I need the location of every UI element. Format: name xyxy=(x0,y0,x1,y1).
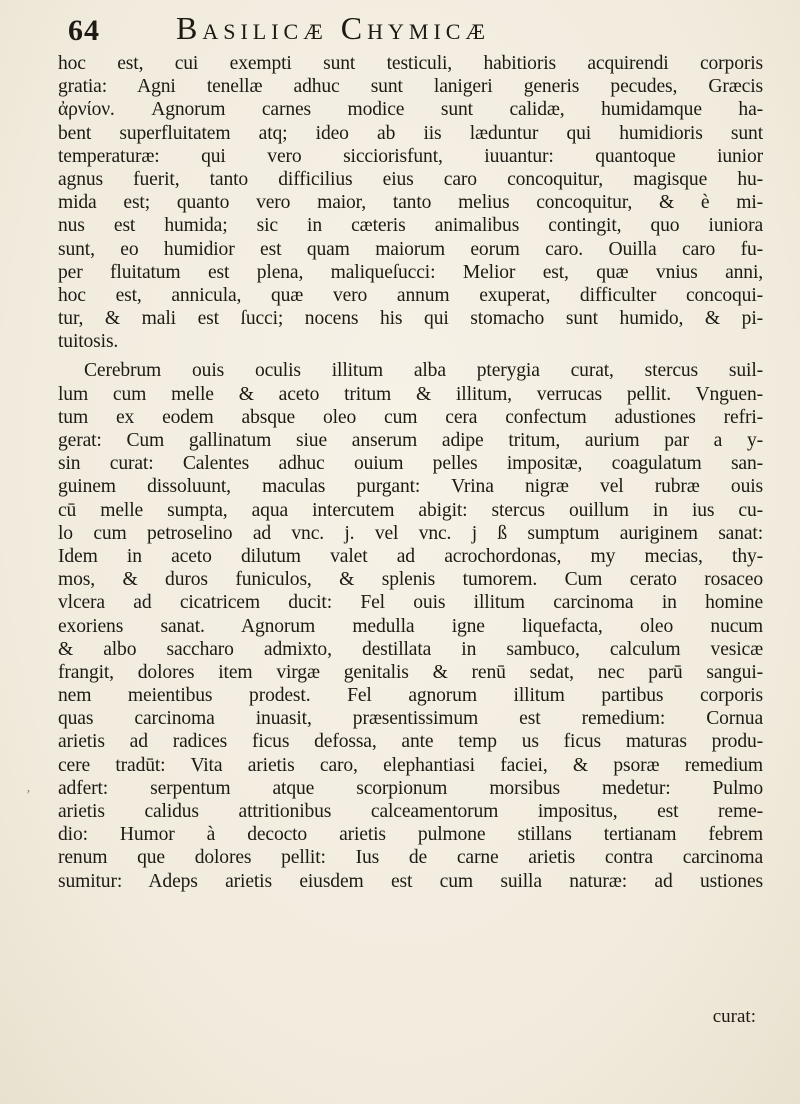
text-line: gratia: Agni tenellæ adhuc sunt lanigeri generis pecudes, Græcis xyxy=(58,76,763,98)
text-line: quas carcinoma inuasit, præsentissimum est remedium: Cornua xyxy=(58,708,763,730)
text-line: lum cum melle & aceto tritum & illitum, verrucas pellit. Vnguen- xyxy=(58,383,763,405)
text-line: agnus fuerit, tanto difficilius eius caro concoquitur, magisque hu- xyxy=(58,168,763,190)
text-line: lo cum petroselino ad vnc. j. vel vnc. j ß sumptum auriginem sanat: xyxy=(58,522,763,544)
paragraph-end-line: tuitosis. xyxy=(58,331,119,353)
text-line: adfert: serpentum atque scorpionum morsibus medetur: Pulmo xyxy=(58,777,763,799)
text-line: mida est; quanto vero maior, tanto melius concoquitur, & è mi- xyxy=(58,192,763,214)
text-line: cū melle sumpta, aqua intercutem abigit: stercus ouillum in ius cu- xyxy=(58,499,763,521)
paragraph-start-line: Cerebrum ouis oculis illitum alba pterygia curat, stercus suil- xyxy=(84,360,763,382)
text-line: Idem in aceto dilutum valet ad acrochordonas, my mecias, thy- xyxy=(58,545,763,567)
text-line: gerat: Cum gallinatum siue anserum adipe tritum, aurium par a y- xyxy=(58,430,763,451)
text-line: ἀρνίον. Agnorum carnes modice sunt calidæ, humidamque ha- xyxy=(58,99,763,121)
text-line: arietis ad radices ficus defossa, ante temp us ficus maturas produ- xyxy=(58,731,763,753)
text-line: bent superfluitatem atq; ideo ab iis læduntur qui humidioris sunt xyxy=(58,122,763,144)
text-line: exoriens sanat. Agnorum medulla igne liquefacta, oleo nucum xyxy=(58,615,763,637)
text-line: nem meientibus prodest. Fel agnorum illitum partibus corporis xyxy=(58,685,763,707)
text-line: sin curat: Calentes adhuc ouium pelles impositæ, coagulatum san- xyxy=(58,453,763,475)
running-title: Basilicæ Chymicæ xyxy=(176,10,491,46)
text-line: guinem dissoluunt, maculas purgant: Vrina nigræ vel rubræ ouis xyxy=(58,476,763,498)
text-line: renum que dolores pellit: Ius de carne arietis contra carcinoma xyxy=(58,847,763,869)
catchword: curat: xyxy=(712,1006,756,1027)
text-line: mos, & duros funiculos, & splenis tumorem. Cum cerato rosaceo xyxy=(58,569,763,591)
text-line: arietis calidus attritionibus calceamentorum impositus, est reme- xyxy=(58,801,763,822)
page-number: 64 xyxy=(68,14,100,47)
margin-tick-mark: ʼ xyxy=(26,788,31,803)
text-line: & albo saccharo admixto, destillata in sambuco, calculum vesicæ xyxy=(58,638,763,660)
text-line: temperaturæ: qui vero sicciorisfunt, iuuantur: quantoque iunior xyxy=(58,145,763,167)
text-line: sumitur: Adeps arietis eiusdem est cum suilla naturæ: ad ustiones xyxy=(58,870,763,892)
body-text xyxy=(58,52,763,893)
text-line: per fluitatum est plena, maliqueſucci: Melior est, quæ vnius anni, xyxy=(58,261,763,283)
text-line: dio: Humor à decocto arietis pulmone stillans tertianam febrem xyxy=(58,824,763,846)
running-head xyxy=(68,8,758,54)
text-line: cere tradūt: Vita arietis caro, elephantiasi faciei, & psoræ remedium xyxy=(58,754,763,776)
text-line: tum ex eodem absque oleo cum cera confectum adustiones refri- xyxy=(58,406,763,428)
text-line: hoc est, annicula, quæ vero annum exuperat, difficulter concoqui- xyxy=(58,284,763,306)
text-line: vlcera ad cicatricem ducit: Fel ouis illitum carcinoma in homine xyxy=(58,592,763,614)
text-line: frangit, dolores item virgæ genitalis & renū sedat, nec parū sangui- xyxy=(58,661,763,683)
text-line: nus est humida; sic in cæteris animalibus contingit, quo iuniora xyxy=(58,215,763,237)
text-line: sunt, eo humidior est quam maiorum eorum caro. Ouilla caro fu- xyxy=(58,238,763,260)
text-line: tur, & mali est ſucci; nocens his qui stomacho sunt humido, & pi- xyxy=(58,308,763,330)
text-line: hoc est, cui exempti sunt testiculi, habitioris acquirendi corporis xyxy=(58,53,763,74)
